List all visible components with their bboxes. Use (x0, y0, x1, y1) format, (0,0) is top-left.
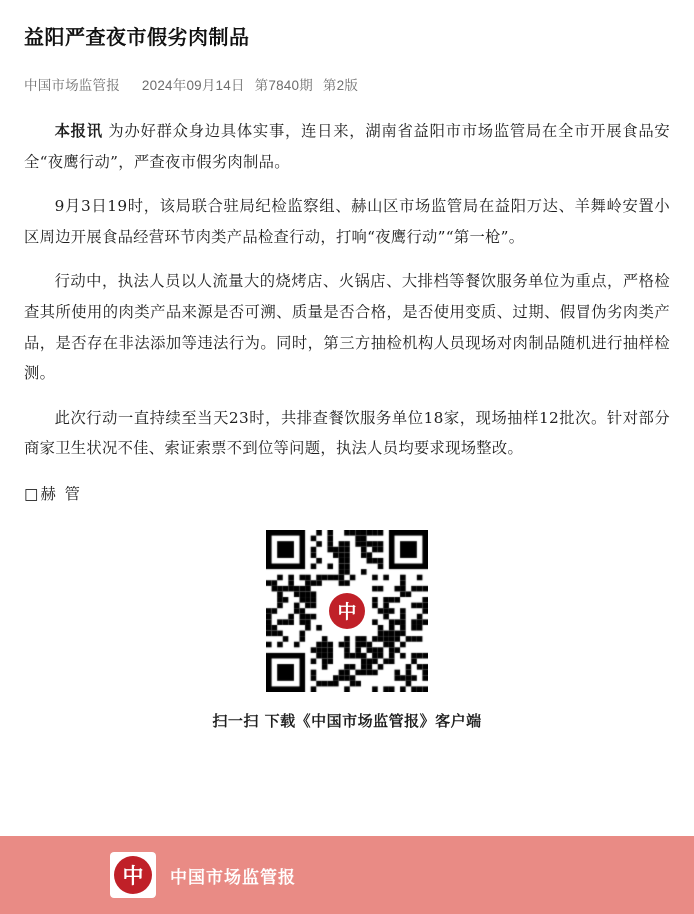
meta-page: 第2版 (322, 78, 359, 93)
footer-bar (0, 836, 694, 914)
qr-code-section (24, 530, 670, 692)
paragraph-text: 为办好群众身边具体实事，连日来，湖南省益阳市市场监管局在全市开展食品安全“夜鹰行动”，严查夜市假劣肉制品。 (24, 122, 670, 171)
brand-mark-icon: 中 (114, 856, 152, 894)
article-meta (24, 74, 670, 94)
meta-issue: 第7840期 (254, 78, 313, 93)
brand-mark-icon: 中 (329, 593, 365, 629)
page-title: 益阳严查夜市假劣肉制品 (24, 27, 250, 49)
meta-date: 2024年09月14日 (141, 78, 245, 93)
article-signature: □赫 管 (24, 484, 82, 503)
paragraph-2: 9月3日19时，该局联合驻局纪检监察组、赫山区市场监管局在益阳万达、羊舞岭安置小区周边开展食品经营环节肉类产品检查行动，打响“夜鹰行动”“第一枪”。 (24, 197, 670, 246)
paragraph-4: 此次行动一直持续至当天23时，共排查餐饮服务单位18家，现场抽样12批次。针对部分商家卫生状况不佳、索证索票不到位等问题，执法人员均要求现场整改。 (24, 408, 670, 458)
paragraph-1 (24, 116, 670, 177)
footer-logo (110, 852, 156, 898)
footer-brand (110, 852, 296, 898)
article-body (24, 116, 670, 464)
qr-code[interactable] (266, 530, 428, 692)
meta-source: 中国市场监管报 (24, 78, 120, 93)
paragraph-lead: 本报讯 (54, 122, 103, 140)
qr-caption: 扫一扫 下载《中国市场监管报》客户端 (212, 711, 482, 730)
paragraph-3: 行动中，执法人员以人流量大的烧烤店、火锅店、大排档等餐饮服务单位为重点，严格检查其所使用的肉类产品来源是否可溯、质量是否合格，是否使用变质、过期、假冒伪劣肉类产品，是否存在非法添加等违法行为。同时，第三方抽检机构人员现场对肉制品随机进行抽样检测。 (24, 272, 670, 383)
qr-center-logo (325, 589, 369, 633)
footer-brand-name: 中国市场监管报 (170, 867, 296, 887)
